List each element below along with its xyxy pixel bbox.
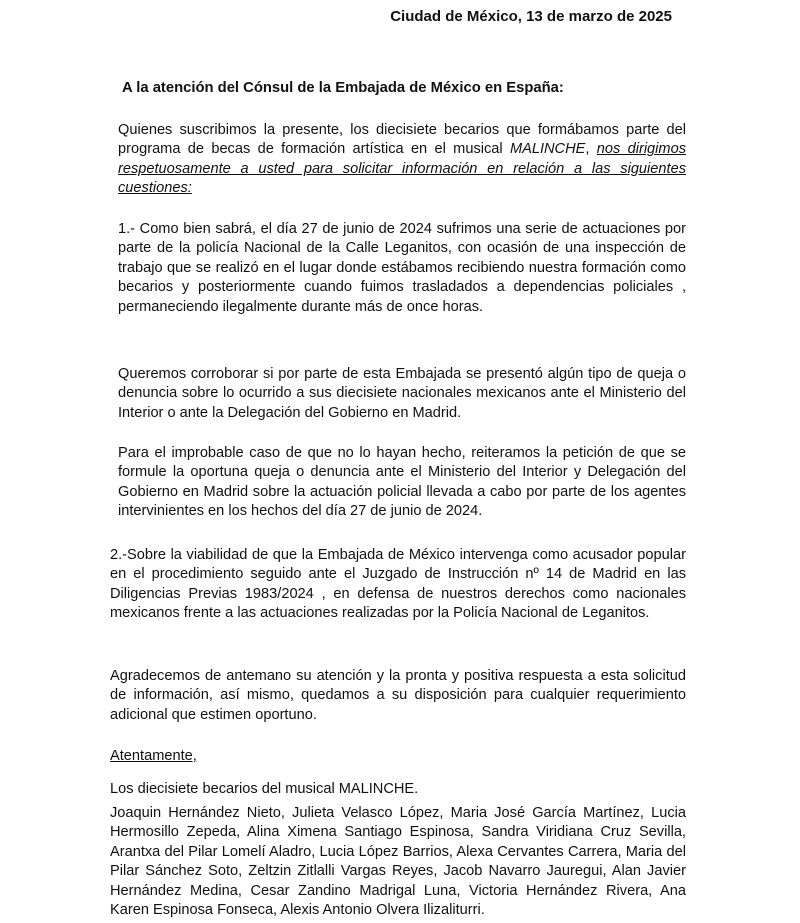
- intro-comma: ,: [585, 141, 597, 158]
- date-line: Ciudad de México, 13 de marzo de 2025: [390, 8, 672, 25]
- point-1-paragraph: 1.- Como bien sabrá, el día 27 de junio de 2024 sufrimos una serie de actuaciones por parte de la policía Nacional de la Calle Leganitos, con ocasión de una inspección de trabajo que se realizó en el lugar donde estábamos recibiendo nuestra formación como becarios y posteriormente cuando fuimos trasladados a dependencias policiales , permaneciendo ilegalmente durante más de once horas.: [118, 221, 686, 315]
- point-1-request-paragraph: Para el improbable caso de que no lo hayan hecho, reiteramos la petición de que se formule la oportuna queja o denuncia ante el Ministerio del Interior y Delegación del Gobierno en Madrid sobre la actuación policial llevada a cabo por parte de los agentes intervinientes en los hechos del día 27 de junio de 2024.: [118, 445, 686, 520]
- intro-request: nos dirigimos respetuosamente a usted para solicitar información en relación a las siguientes cuestiones:: [118, 141, 686, 197]
- intro-paragraph: [118, 121, 686, 199]
- letter-heading: A la atención del Cónsul de la Embajada de México en España:: [122, 80, 564, 96]
- signatories-list: Joaquin Hernández Nieto, Julieta Velasco López, Maria José García Martínez, Lucia Hermosillo Zepeda, Alina Ximena Santiago Espinosa, Sandra Viridiana Cruz Sevilla, Arantxa del Pilar Lomelí Aladro, Lucia López Barrios, Alexa Cervantes Carrera, Maria del Pilar Sánchez Soto, Zeltzin Zitlalli Vargas Reyes, Jacob Navarro Jauregui, Alan Javier Hernández Medina, Cesar Zandino Madrigal Luna, Victoria Hernández Rivera, Ana Karen Espinosa Fonseca, Alexis Antonio Olvera Ilizaliturri.: [110, 805, 686, 919]
- thanks-paragraph: Agradecemos de antemano su atención y la pronta y positiva respuesta a esta solicitud de información, así mismo, quedamos a su disposición para cualquier requerimiento adicional que estimen oportuno.: [110, 668, 686, 723]
- closing: Atentamente,: [110, 748, 197, 764]
- intro-text: Quienes suscribimos la presente, los diecisiete becarios que formábamos parte del programa de becas de formación artística en el musical: [118, 122, 686, 158]
- point-1-query-paragraph: Queremos corroborar si por parte de esta Embajada se presentó algún tipo de queja o denuncia sobre lo ocurrido a sus diecisiete nacionales mexicanos ante el Ministerio del Interior o ante la Delegación del Gobierno en Madrid.: [118, 366, 686, 421]
- musical-name: MALINCHE: [509, 141, 586, 158]
- point-2-paragraph: 2.-Sobre la viabilidad de que la Embajada de México intervenga como acusador popular en el procedimiento seguido ante el Juzgado de Instrucción nº 14 de Madrid en las Diligencias Previas 1983/2024 , en defensa de nuestros derechos como nacionales mexicanos frente a las actuaciones realizadas por la Policía Nacional de Leganitos.: [110, 547, 686, 622]
- signature-line: Los diecisiete becarios del musical MALINCHE.: [110, 781, 419, 797]
